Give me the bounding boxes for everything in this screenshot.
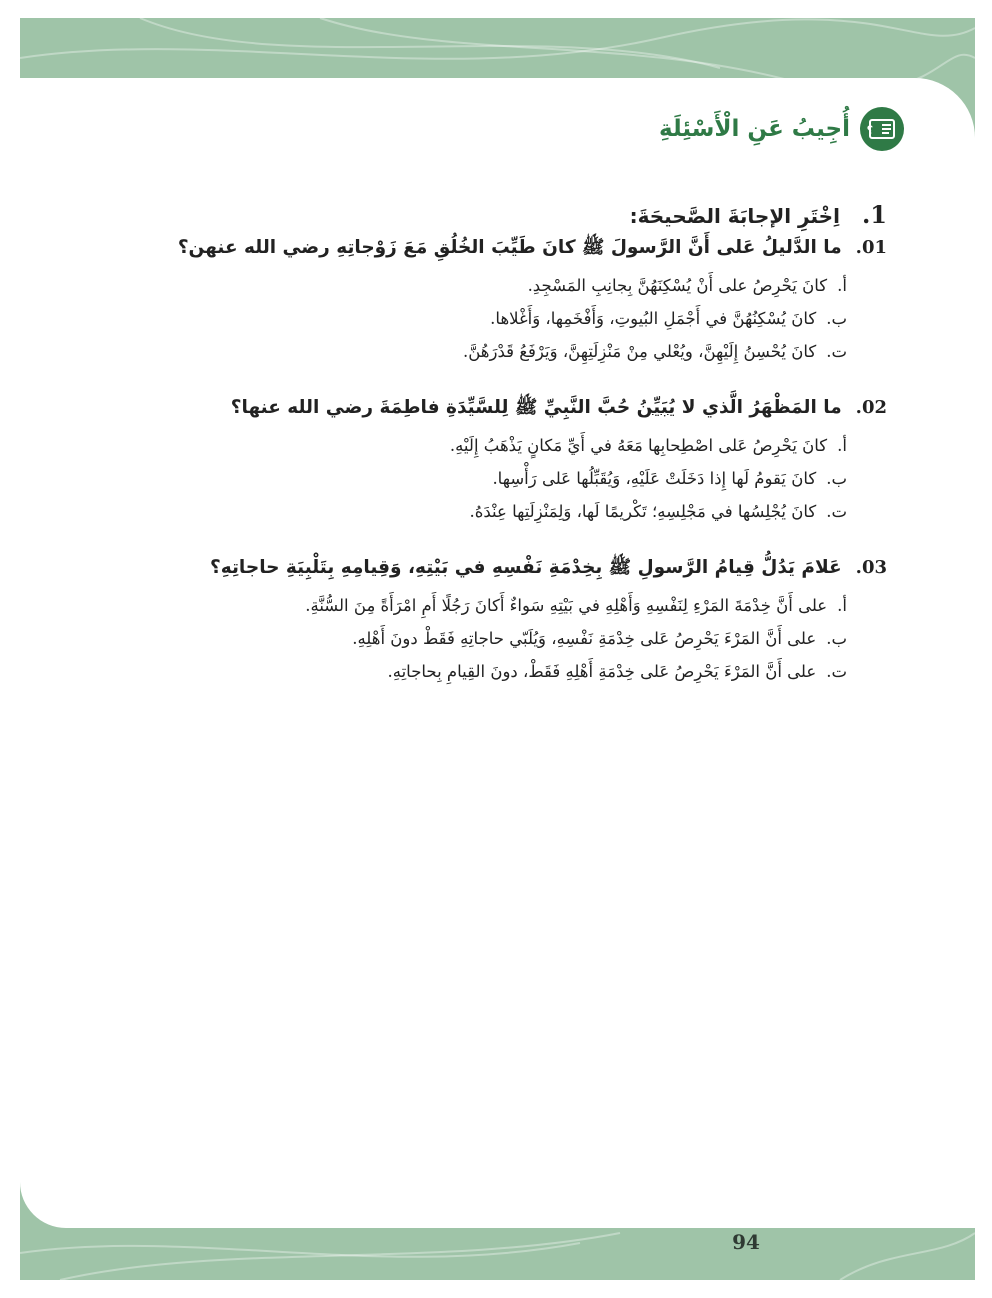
question-3 bbox=[180, 557, 887, 683]
question-1 bbox=[177, 237, 887, 363]
option-text: كانَ يَقومُ لَها إِذا دَخَلَتْ عَلَيْهِ، وَيُقَبِّلُها عَلى رَأْسِها. bbox=[492, 469, 817, 488]
option-letter: أ. bbox=[837, 596, 847, 615]
exercise-instruction bbox=[180, 200, 887, 229]
option-text: كانَ يَحْرِصُ على أَنْ يُسْكِنَهُنَّ بِجانِبِ المَسْجِدِ. bbox=[527, 276, 828, 295]
options-list bbox=[180, 595, 887, 683]
option-b[interactable] bbox=[180, 308, 847, 330]
option-text: على أَنَّ خِدْمَةَ المَرْءِ لِنَفْسِهِ وَأَهْلِهِ في بَيْتِهِ سَواءٌ أَكانَ رَجُلًا أَمِ امْرَأَةً مِنَ السُّنَّةِ. bbox=[305, 596, 828, 615]
option-text: على أَنَّ المَرْءَ يَحْرِصُ عَلى خِدْمَةِ نَفْسِهِ، وَيُلَبّي حاجاتِهِ فَقَطْ دونَ أَهْلِهِ. bbox=[352, 629, 817, 648]
options-list bbox=[180, 435, 887, 523]
exercise-number: 1. bbox=[861, 200, 887, 229]
question-card-icon bbox=[860, 107, 904, 151]
option-letter: ت. bbox=[826, 502, 847, 521]
page-title: أُجِيبُ عَنِ الْأَسْئِلَةِ bbox=[659, 116, 850, 142]
svg-text:؟: ؟ bbox=[866, 124, 873, 137]
option-c[interactable] bbox=[180, 661, 847, 683]
question-text: عَلامَ يَدُلُّ قِيامُ الرَّسولِ ﷺ بِخِدْمَةِ نَفْسِهِ في بَيْتِهِ، وَقِيامِهِ بِتَلْبِيَةِ حاجاتِهِ؟ bbox=[210, 557, 842, 578]
option-text: كانَ يَحْرِصُ عَلى اصْطِحابِها مَعَهُ في أَيِّ مَكانٍ يَذْهَبُ إِلَيْهِ. bbox=[449, 436, 828, 455]
question-number: 03. bbox=[855, 557, 887, 578]
option-text: كانَ يُسْكِنُهُنَّ في أَجْمَلِ البُيوتِ، وَأَفْخَمِها، وَأَغْلاها. bbox=[490, 309, 817, 328]
instruction-text: اِخْتَرِ الإجابَةَ الصَّحيحَةَ: bbox=[629, 204, 840, 228]
option-letter: ب. bbox=[826, 469, 847, 488]
section-header bbox=[659, 107, 904, 151]
option-letter: أ. bbox=[837, 276, 847, 295]
question-text bbox=[231, 397, 842, 423]
option-letter: أ. bbox=[837, 436, 847, 455]
option-b[interactable] bbox=[180, 628, 847, 650]
options-list bbox=[180, 275, 887, 363]
option-a[interactable] bbox=[180, 435, 847, 457]
option-text: على أَنَّ المَرْءَ يَحْرِصُ عَلى خِدْمَةِ أَهْلِهِ فَقَطْ، دونَ القِيامِ بِحاجاتِهِ. bbox=[387, 662, 817, 681]
question-number: 02. bbox=[855, 397, 887, 418]
option-a[interactable] bbox=[180, 595, 847, 617]
option-b[interactable] bbox=[180, 468, 847, 490]
underlined-word: يُبَيِّنُ bbox=[636, 397, 676, 418]
option-letter: ت. bbox=[826, 662, 847, 681]
question-text-end: حُبَّ النَّبِيِّ ﷺ لِلسَّيِّدَةِ فاطِمَةَ رضي الله عنها؟ bbox=[230, 397, 637, 418]
option-text: كانَ يُحْسِنُ إِلَيْهِنَّ، ويُعْلي مِنْ مَنْزِلَتِهِنَّ، وَيَرْفَعُ قَدْرَهُنَّ. bbox=[462, 342, 817, 361]
option-c[interactable] bbox=[180, 501, 847, 523]
exercise-content bbox=[177, 200, 887, 717]
question-line bbox=[180, 557, 887, 583]
option-letter: ت. bbox=[826, 342, 847, 361]
option-letter: ب. bbox=[826, 309, 847, 328]
question-line bbox=[180, 397, 887, 423]
question-text: ما الدَّليلُ عَلى أَنَّ الرَّسولَ ﷺ كانَ طَيِّبَ الخُلُقِ مَعَ زَوْجاتِهِ رضي الله عنهن؟ bbox=[177, 237, 842, 258]
question-2 bbox=[180, 397, 887, 523]
option-c[interactable] bbox=[180, 341, 847, 363]
question-line bbox=[177, 237, 887, 263]
option-letter: ب. bbox=[826, 629, 847, 648]
page-number: 94 bbox=[732, 1230, 760, 1254]
question-text-start: ما المَظْهَرُ الَّذي لا bbox=[675, 397, 842, 418]
question-number: 01. bbox=[855, 237, 887, 258]
option-a[interactable] bbox=[180, 275, 847, 297]
option-text: كانَ يُجْلِسُها في مَجْلِسِهِ؛ تَكْريمًا لَها، وَلِمَنْزِلَتِها عِنْدَهُ. bbox=[469, 502, 817, 521]
